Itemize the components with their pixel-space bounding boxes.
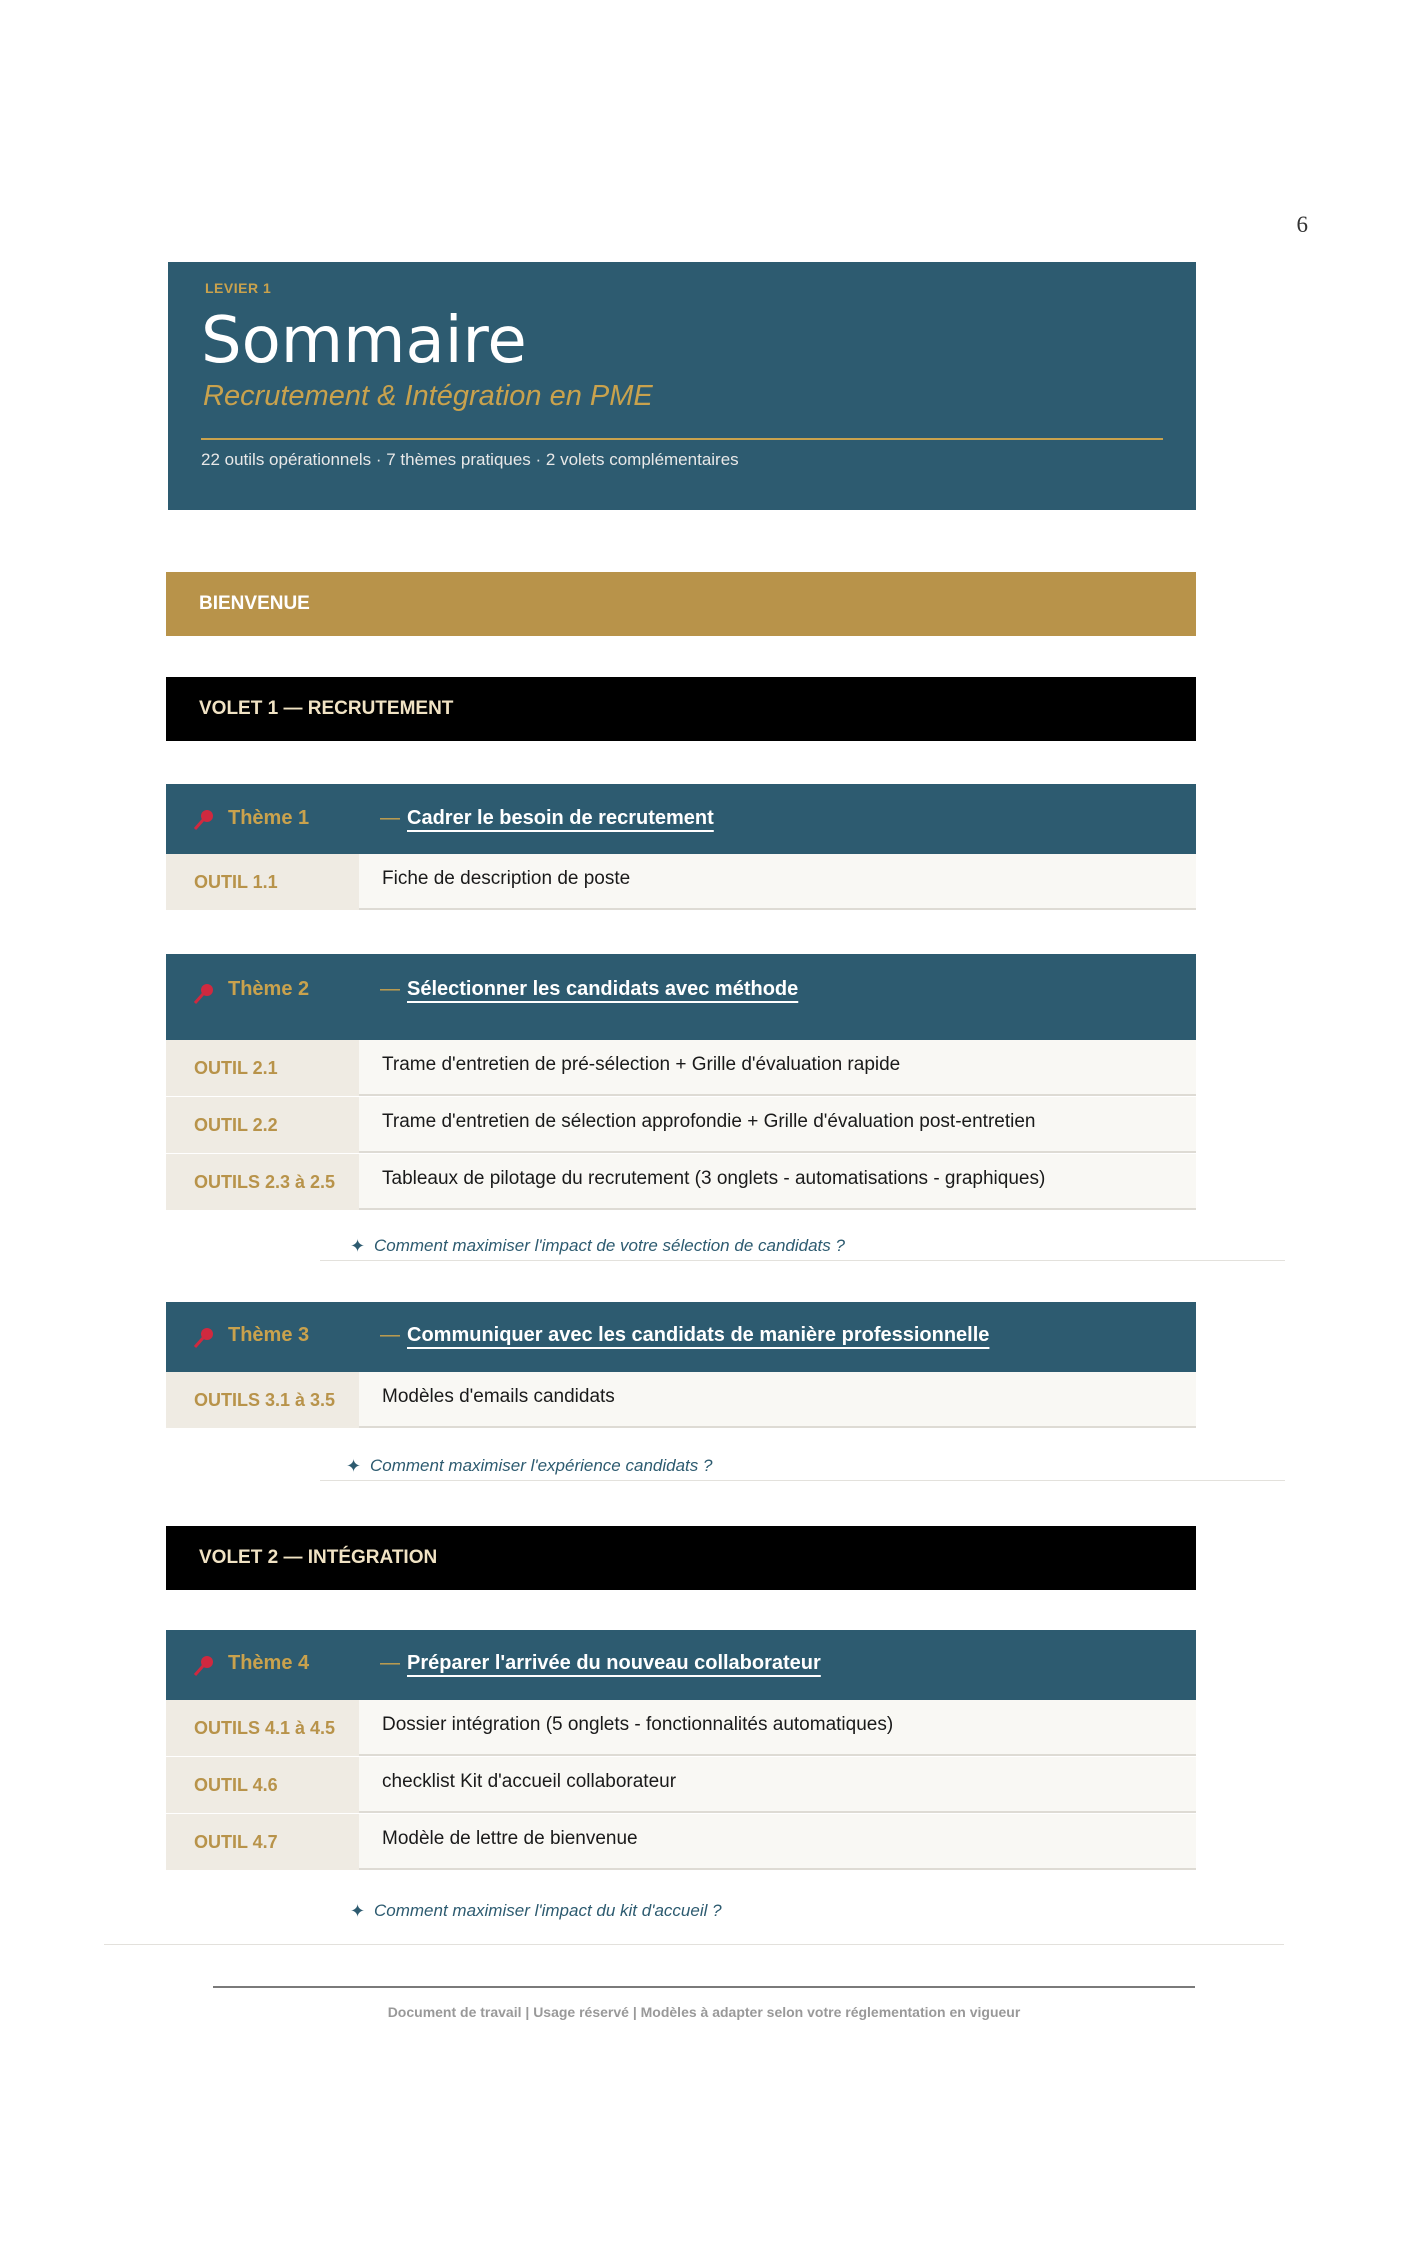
header-meta: 22 outils opérationnels · 7 thèmes pratiques · 2 volets complémentaires — [201, 450, 739, 469]
summary-header — [168, 262, 1196, 510]
section-volet-2[interactable] — [166, 1526, 1196, 1590]
tool-description: Trame d'entretien de pré-sélection + Grille d'évaluation rapide — [382, 1054, 901, 1075]
tool-id: OUTILS 2.3 à 2.5 — [194, 1172, 336, 1192]
header-kicker: LEVIER 1 — [205, 280, 272, 296]
theme-2-dash: — — [380, 978, 400, 1000]
header-divider — [201, 438, 1163, 440]
theme-4-header[interactable] — [166, 1630, 1196, 1700]
tool-description: Tableaux de pilotage du recrutement (3 onglets - automatisations - graphiques) — [382, 1168, 1046, 1189]
four-pointed-star-icon: ✦ — [350, 1236, 366, 1256]
tool-id: OUTIL 2.2 — [194, 1115, 278, 1135]
tool-description: Dossier intégration (5 onglets - fonctionnalités automatiques) — [382, 1714, 894, 1735]
tip-link[interactable] — [320, 1228, 1285, 1261]
theme-3-dash: — — [380, 1324, 400, 1346]
pushpin-icon — [192, 1326, 216, 1350]
tool-desc-cell — [359, 1097, 1196, 1153]
theme-2-label: Thème 2 — [228, 978, 310, 1000]
pushpin-icon — [192, 982, 216, 1006]
table-row[interactable] — [166, 854, 1196, 910]
page-subtitle: Recrutement & Intégration en PME — [203, 380, 653, 412]
theme-4-label: Thème 4 — [228, 1652, 310, 1674]
tool-id-cell — [166, 1154, 359, 1210]
four-pointed-star-icon: ✦ — [350, 1901, 366, 1921]
table-row[interactable] — [166, 1040, 1196, 1096]
tip-text: Comment maximiser l'impact du kit d'accueil ? — [374, 1901, 722, 1920]
theme-2-title-link[interactable]: Sélectionner les candidats avec méthode — [407, 978, 799, 1000]
section-bienvenue-label: BIENVENUE — [199, 593, 310, 614]
theme-2-header[interactable] — [166, 954, 1196, 1040]
section-volet-2-label: VOLET 2 — INTÉGRATION — [199, 1547, 438, 1568]
pushpin-icon — [192, 1654, 216, 1678]
theme-3-title-link[interactable]: Communiquer avec les candidats de manière professionnelle — [407, 1324, 990, 1346]
table-row[interactable] — [166, 1097, 1196, 1153]
tool-description: checklist Kit d'accueil collaborateur — [382, 1771, 677, 1792]
tool-desc-cell — [359, 1757, 1196, 1813]
tool-id: OUTILS 4.1 à 4.5 — [194, 1718, 336, 1738]
theme-4-title-link[interactable]: Préparer l'arrivée du nouveau collaborateur — [407, 1652, 821, 1674]
theme-1-dash: — — [380, 807, 400, 829]
table-row[interactable] — [166, 1700, 1196, 1756]
page-number: 6 — [1296, 212, 1308, 237]
section-volet-1[interactable] — [166, 677, 1196, 741]
tool-desc-cell — [359, 1372, 1196, 1428]
tool-id-cell — [166, 1700, 359, 1756]
tool-id: OUTIL 4.7 — [194, 1832, 278, 1852]
tip-link[interactable] — [320, 1893, 1285, 1925]
theme-1-label: Thème 1 — [228, 807, 310, 829]
theme-3-header[interactable] — [166, 1302, 1196, 1372]
tool-id: OUTIL 4.6 — [194, 1775, 278, 1795]
tool-desc-cell — [359, 1154, 1196, 1210]
tool-description: Trame d'entretien de sélection approfondie + Grille d'évaluation post-entretien — [382, 1111, 1036, 1132]
tool-desc-cell — [359, 1700, 1196, 1756]
tip-link[interactable] — [320, 1448, 1285, 1481]
tool-desc-cell — [359, 854, 1196, 910]
tool-id: OUTIL 2.1 — [194, 1058, 278, 1078]
tool-id-cell — [166, 1757, 359, 1813]
tool-description: Modèle de lettre de bienvenue — [382, 1828, 638, 1849]
pushpin-icon — [192, 808, 216, 832]
footer-text: Document de travail | Usage réservé | Modèles à adapter selon votre réglementation en vigueur — [387, 2004, 1021, 2020]
section-bienvenue[interactable] — [166, 572, 1196, 636]
tool-id: OUTIL 1.1 — [194, 872, 278, 892]
theme-1-header[interactable] — [166, 784, 1196, 854]
page-title: Sommaire — [201, 304, 527, 378]
tool-id: OUTILS 3.1 à 3.5 — [194, 1390, 336, 1410]
table-row[interactable] — [166, 1814, 1196, 1870]
tool-id-cell — [166, 1814, 359, 1870]
theme-3-label: Thème 3 — [228, 1324, 310, 1346]
theme-4-dash: — — [380, 1652, 400, 1674]
table-row[interactable] — [166, 1154, 1196, 1210]
section-volet-1-label: VOLET 1 — RECRUTEMENT — [199, 698, 454, 719]
footer-divider — [213, 1986, 1195, 1988]
tip-text: Comment maximiser l'expérience candidats ? — [370, 1456, 713, 1475]
table-row[interactable] — [166, 1757, 1196, 1813]
divider — [104, 1944, 1284, 1945]
tool-id-cell — [166, 1040, 359, 1096]
four-pointed-star-icon: ✦ — [346, 1456, 362, 1476]
tool-id-cell — [166, 1097, 359, 1153]
tool-id-cell — [166, 1372, 359, 1428]
tool-id-cell — [166, 854, 359, 910]
theme-1-title-link[interactable]: Cadrer le besoin de recrutement — [407, 807, 714, 829]
tip-text: Comment maximiser l'impact de votre sélection de candidats ? — [374, 1236, 845, 1255]
tool-description: Fiche de description de poste — [382, 868, 631, 889]
tool-description: Modèles d'emails candidats — [382, 1386, 615, 1407]
tool-desc-cell — [359, 1814, 1196, 1870]
tool-desc-cell — [359, 1040, 1196, 1096]
table-row[interactable] — [166, 1372, 1196, 1428]
